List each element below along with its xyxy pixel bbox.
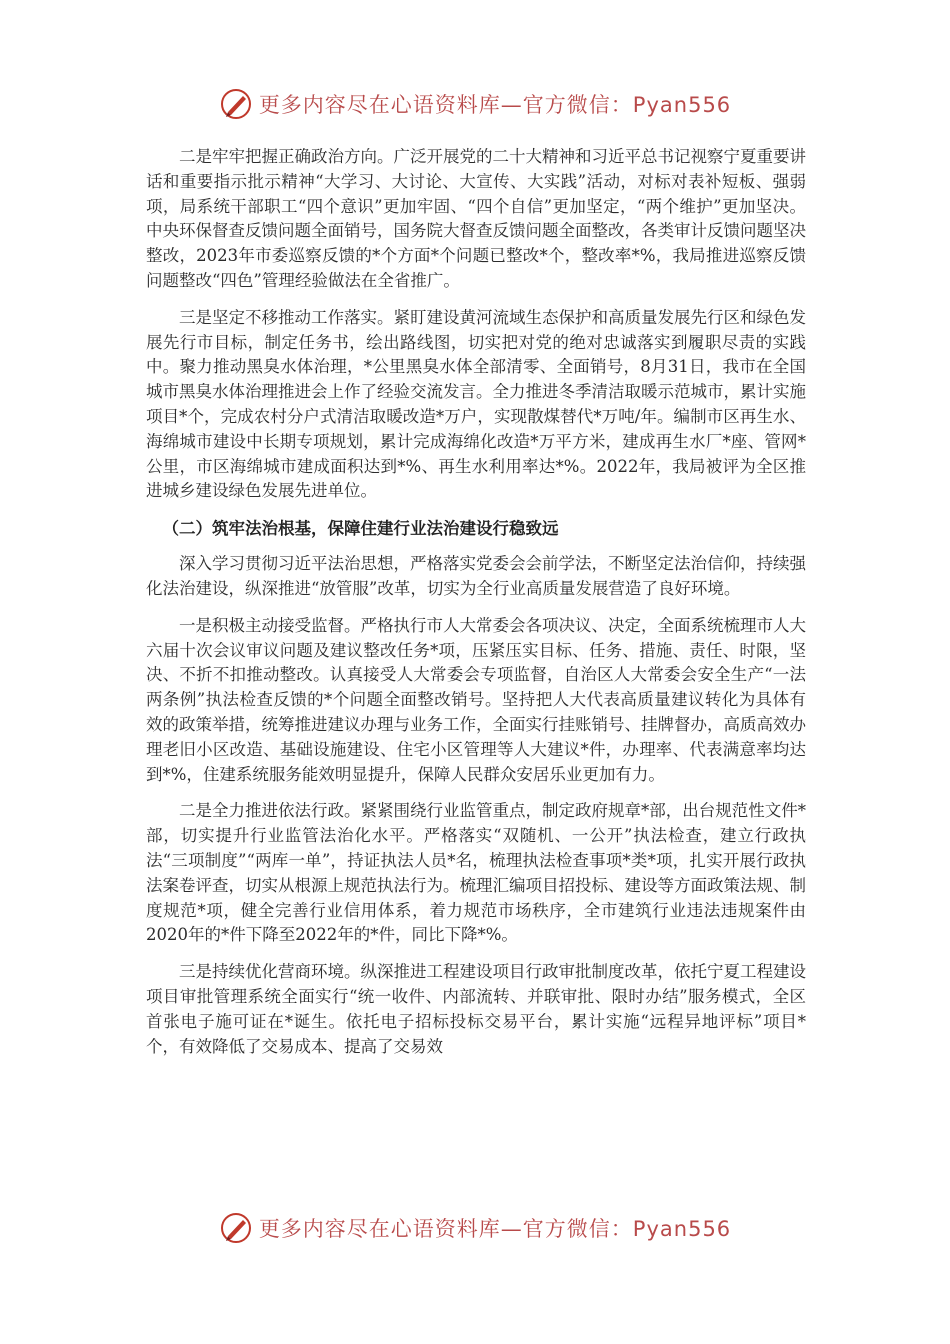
header-banner (0, 84, 950, 124)
section-heading: （二）筑牢法治根基，保障住建行业法治建设行稳致远 (162, 519, 559, 539)
footer-banner (0, 1208, 950, 1248)
banner-text: 更多内容尽在心语资料库—官方微信：Pyan556 (258, 1217, 732, 1241)
document-body (146, 145, 806, 1071)
paragraph: 一是积极主动接受监督。严格执行市人大常委会各项决议、决定，全面系统梳理市人大六届十次会议审议问题及建议整改任务*项，压紧压实目标、任务、措施、责任、时限，坚决、不折不扣推动整改。认真接受人大常委会专项监督，自治区人大常委会安全生产“一法两条例”执法检查反馈的*个问题全面整改销号。坚持把人大代表高质量建议转化为具体有效的政策举措，统筹推进建议办理与业务工作，全面实行挂账销号、挂牌督办，高质高效办理老旧小区改造、基础设施建设、住宅小区管理等人大建议*件，办理率、代表满意率均达到*%，住建系统服务能效明显提升，保障人民群众安居乐业更加有力。 (146, 615, 806, 784)
banner-text: 更多内容尽在心语资料库—官方微信：Pyan556 (258, 93, 732, 117)
paragraph: 三是坚定不移推动工作落实。紧盯建设黄河流域生态保护和高质量发展先行区和绿色发展先行市目标，制定任务书，绘出路线图，切实把对党的绝对忠诚落实到履职尽责的实践中。聚力推动黑臭水体治理，*公里黑臭水体全部清零、全面销号，8月31日，我市在全国城市黑臭水体治理推进会上作了经验交流发言。全力推进冬季清洁取暖示范城市，累计实施项目*个，完成农村分户式清洁取暖改造*万户，实现散煤替代*万吨/年。编制市区再生水、海绵城市建设中长期专项规划，累计完成海绵化改造*万平方米，建成再生水厂*座、管网*公里，市区海绵城市建成面积达到*%、再生水利用率达*%。2022年，我局被评为全区推进城乡建设绿色发展先进单位。 (146, 307, 806, 501)
paragraph: 三是持续优化营商环境。纵深推进工程建设项目行政审批制度改革，依托宁夏工程建设项目审批管理系统全面实行“统一收件、内部流转、并联审批、限时办结”服务模式，全区首张电子施可证在*诞生。依托电子招标投标交易平台，累计实施“远程异地评标”项目*个，有效降低了交易成本、提高了交易效 (146, 962, 806, 1056)
paragraph: 二是牢牢把握正确政治方向。广泛开展党的二十大精神和习近平总书记视察宁夏重要讲话和重要指示批示精神“大学习、大讨论、大宣传、大实践”活动，对标对表补短板、强弱项，局系统干部职工“四个意识”更加牢固、“四个自信”更加坚定，“两个维护”更加坚决。中央环保督查反馈问题全面销号，国务院大督查反馈问题全面整改，各类审计反馈问题坚决整改，2023年市委巡察反馈的*个方面*个问题已整改*个，整改率*%，我局推进巡察反馈问题整改“四色”管理经验做法在全省推广。 (146, 147, 806, 290)
pen-logo-icon (219, 1211, 253, 1245)
paragraph: 二是全力推进依法行政。紧紧围绕行业监管重点，制定政府规章*部，出台规范性文件*部，切实提升行业监管法治化水平。严格落实“双随机、一公开”执法检查，建立行政执法“三项制度”“两库一单”，持证执法人员*名，梳理执法检查事项*类*项，扎实开展行政执法案卷评查，切实从根源上规范执法行为。梳理汇编项目招投标、建设等方面政策法规、制度规范*项，健全完善行业信用体系，着力规范市场秩序，全市建筑行业违法违规案件由2020年的*件下降至2022年的*件，同比下降*%。 (146, 801, 806, 945)
pen-logo-icon (219, 87, 253, 121)
paragraph: 深入学习贯彻习近平法治思想，严格落实党委会会前学法，不断坚定法治信仰，持续强化法治建设，纵深推进“放管服”改革，切实为全行业高质量发展营造了良好环境。 (146, 554, 806, 598)
